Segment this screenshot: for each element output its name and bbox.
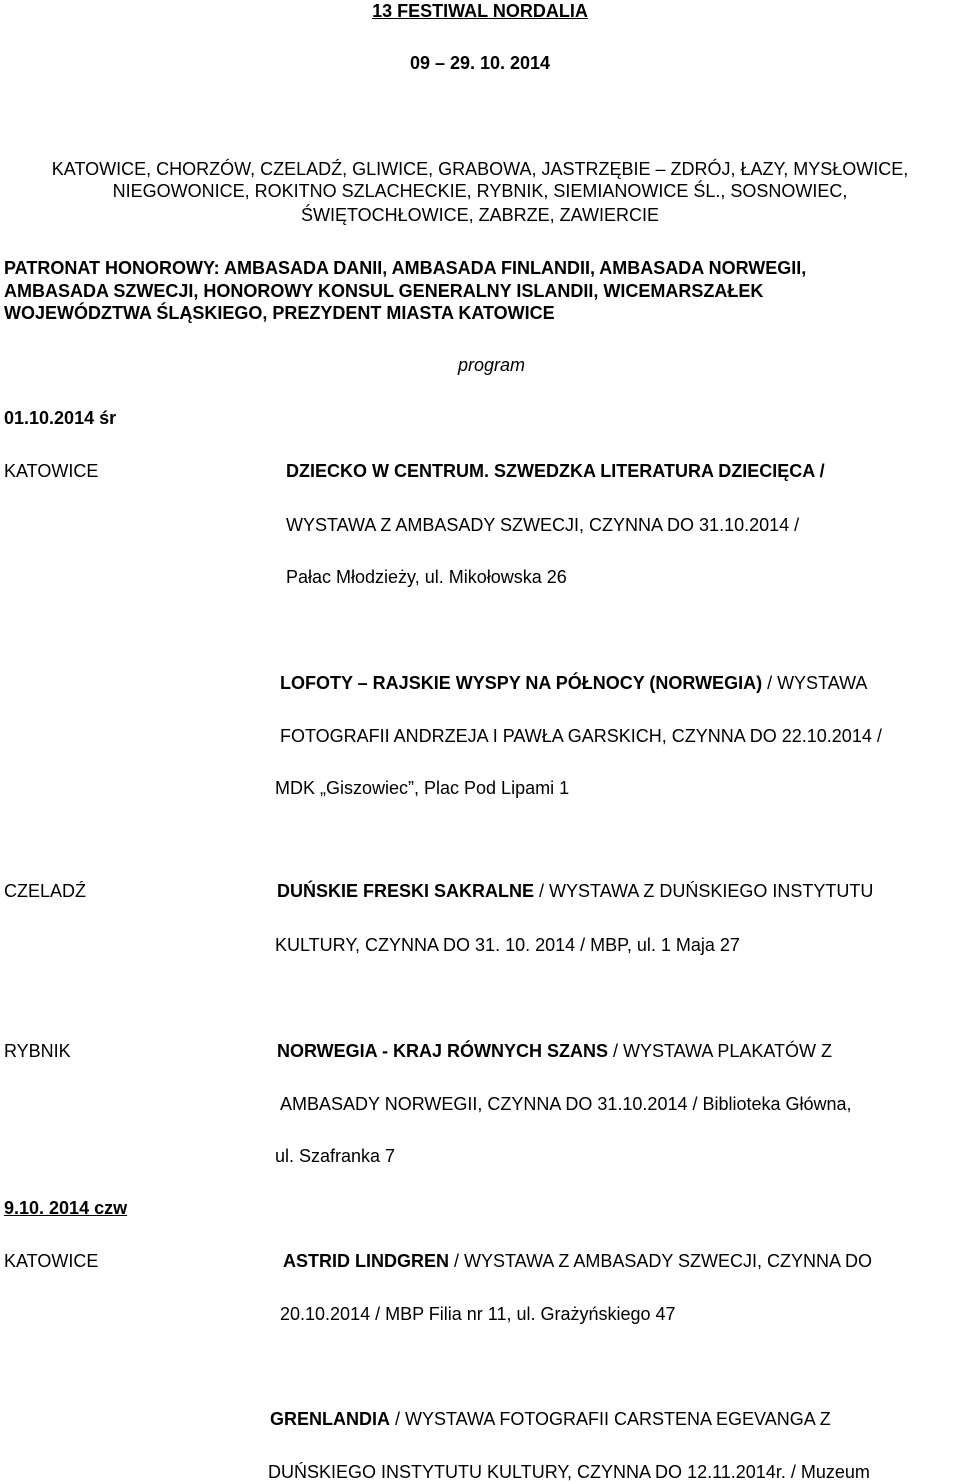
day2-event1-city: KATOWICE — [4, 1251, 99, 1271]
day1-event4-line-2: AMBASADY NORWEGII, CZYNNA DO 31.10.2014 / Biblioteka Główna, — [280, 1094, 852, 1114]
day2-event1-line-2: 20.10.2014 / MBP Filia nr 11, ul. Grażyńskiego 47 — [280, 1304, 676, 1324]
day1-event4-line-3: ul. Szafranka 7 — [275, 1146, 396, 1166]
day1-event4-title-line — [277, 1040, 832, 1062]
day1-event3-title-rest: / WYSTAWA Z DUŃSKIEGO INSTYTUTU — [534, 881, 874, 901]
day2-event1-title-line — [283, 1250, 872, 1272]
day1-event3-line-2: KULTURY, CZYNNA DO 31. 10. 2014 / MBP, ul. 1 Maja 27 — [275, 935, 740, 955]
day1-event2-title-rest: / WYSTAWA — [762, 673, 868, 693]
cities-line-1: KATOWICE, CHORZÓW, CZELADŹ, GLIWICE, GRABOWA, JASTRZĘBIE – ZDRÓJ, ŁAZY, MYSŁOWICE, — [51, 159, 909, 179]
day1-event1-line-2: WYSTAWA Z AMBASADY SZWECJI, CZYNNA DO 31.10.2014 / — [286, 515, 800, 535]
day1-event1-title: DZIECKO W CENTRUM. SZWEDZKA LITERATURA DZIECIĘCA / — [286, 461, 825, 481]
day1-event2-title-line — [280, 672, 867, 694]
day1-event4-title-rest: / WYSTAWA PLAKATÓW Z — [608, 1041, 833, 1061]
day2-event2-line-2: DUŃSKIEGO INSTYTUTU KULTURY, CZYNNA DO 12.11.2014r. / Muzeum — [268, 1462, 870, 1482]
day1-event2-title: LOFOTY – RAJSKIE WYSPY NA PÓŁNOCY (NORWEGIA) — [280, 673, 763, 693]
day1-event3-title-line — [277, 880, 873, 902]
day1-event2-venue: MDK „Giszowiec”, Plac Pod Lipami 1 — [275, 778, 570, 798]
festival-title: 13 FESTIWAL NORDALIA — [372, 1, 588, 21]
cities-line-3: ŚWIĘTOCHŁOWICE, ZABRZE, ZAWIERCIE — [300, 205, 660, 225]
day2-event1-title: ASTRID LINDGREN — [283, 1251, 449, 1271]
day2-event1-title-rest: / WYSTAWA Z AMBASADY SZWECJI, CZYNNA DO — [449, 1251, 873, 1271]
program-label: program — [458, 355, 526, 375]
day1-event3-city: CZELADŹ — [4, 881, 87, 901]
day1-event1-venue: Pałac Młodzieży, ul. Mikołowska 26 — [286, 567, 567, 587]
day1-event2-line-2: FOTOGRAFII ANDRZEJA I PAWŁA GARSKICH, CZYNNA DO 22.10.2014 / — [280, 726, 882, 746]
patronage-line-1: PATRONAT HONOROWY: AMBASADA DANII, AMBASADA FINLANDII, AMBASADA NORWEGII, — [4, 258, 807, 278]
day1-event1-city: KATOWICE — [4, 461, 99, 481]
patronage-line-3: WOJEWÓDZTWA ŚLĄSKIEGO, PREZYDENT MIASTA KATOWICE — [4, 303, 555, 323]
patronage-line-2: AMBASADA SZWECJI, HONOROWY KONSUL GENERALNY ISLANDII, WICEMARSZAŁEK — [4, 281, 764, 301]
day-1-date: 01.10.2014 śr — [4, 408, 117, 428]
festival-dates: 09 – 29. 10. 2014 — [409, 53, 551, 73]
day2-event2-title-rest: / WYSTAWA FOTOGRAFII CARSTENA EGEVANGA Z — [390, 1409, 831, 1429]
day-2-date: 9.10. 2014 czw — [4, 1198, 128, 1218]
day2-event2-title: GRENLANDIA — [270, 1409, 390, 1429]
day1-event4-city: RYBNIK — [4, 1041, 71, 1061]
day1-event4-title: NORWEGIA - KRAJ RÓWNYCH SZANS — [277, 1041, 609, 1061]
day1-event3-title: DUŃSKIE FRESKI SAKRALNE — [277, 881, 535, 901]
cities-line-2: NIEGOWONICE, ROKITNO SZLACHECKIE, RYBNIK, SIEMIANOWICE ŚL., SOSNOWIEC, — [112, 181, 848, 201]
day2-event2-title-line — [270, 1408, 831, 1430]
